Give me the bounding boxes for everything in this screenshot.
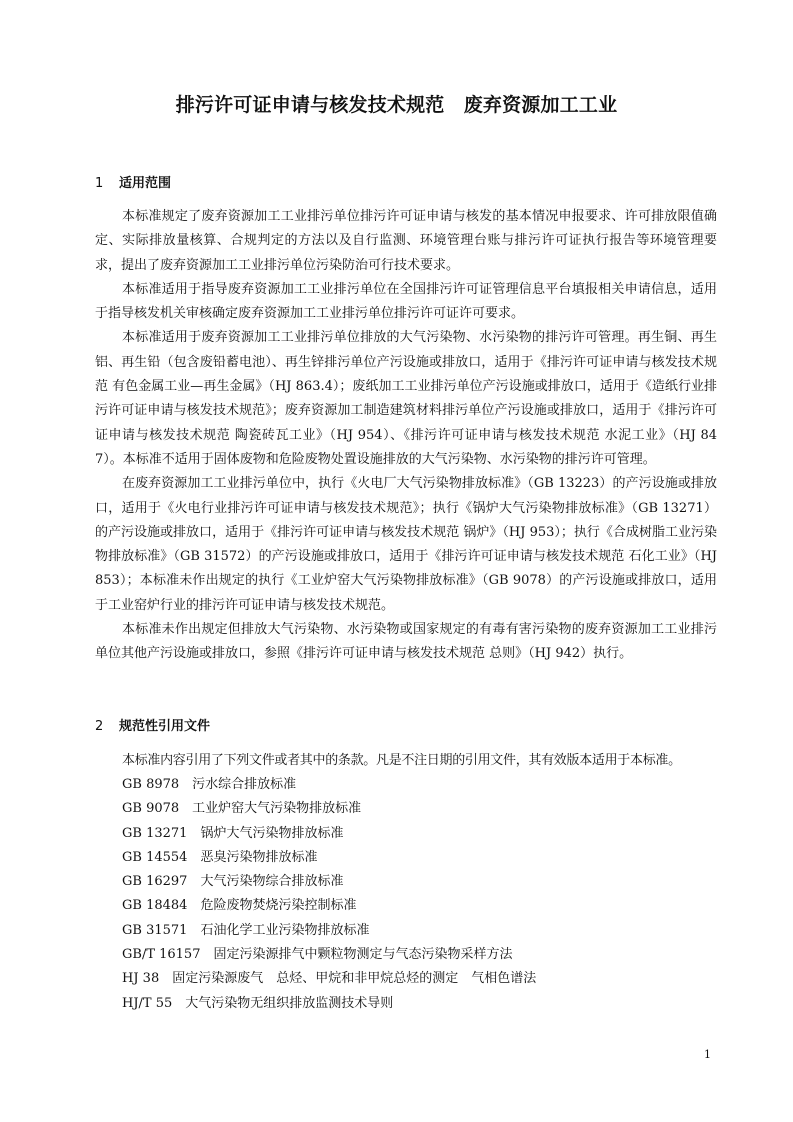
reference-item	[122, 992, 722, 1016]
section-2-heading	[95, 715, 210, 734]
paragraph: 本标准未作出规定但排放大气污染物、水污染物或国家规定的有毒有害污染物的废弃资源加工工业排污单位其他产污设施或排放口，参照《排污许可证申请与核发技术规范 总则》（HJ 942）执行。	[95, 622, 717, 662]
reference-item	[122, 894, 722, 918]
reference-code: HJ 38	[122, 971, 160, 987]
reference-item	[122, 943, 722, 967]
paragraph: 在废弃资源加工工业排污单位中，执行《火电厂大气污染物排放标准》（GB 13223）的产污设施或排放口，适用于《火电行业排污许可证申请与核发技术规范》；执行《锅炉大气污染物排放标准》（GB 13271）的产污设施或排放口，适用于《排污许可证申请与核发技术规范 锅炉》（HJ 953）；执行《合成树脂工业污染物排放标准》（GB 31572）的产污设施或排放口，适用于《排污许可证申请与核发技术规范 石化工业》（HJ 853）；本标准未作出规定的执行《工业炉窑大气污染物排放标准》（GB 9078）的产污设施或排放口，适用于工业窑炉行业的排污许可证申请与核发技术规范。	[95, 476, 717, 613]
reference-title: 工业炉窑大气污染物排放标准	[192, 801, 362, 817]
reference-item	[122, 797, 722, 821]
reference-code: GB 9078	[122, 801, 180, 817]
reference-code: GB 13271	[122, 825, 188, 841]
reference-item	[122, 822, 722, 846]
reference-title: 大气污染物无组织排放监测技术导则	[185, 995, 394, 1011]
reference-code: GB 8978	[122, 777, 180, 792]
reference-code: GB 16297	[122, 874, 188, 890]
reference-item	[122, 967, 722, 991]
reference-title: 大气污染物综合排放标准	[200, 874, 344, 890]
reference-list	[122, 773, 722, 1016]
paragraph: 本标准规定了废弃资源加工工业排污单位排污许可证申请与核发的基本情况申报要求、许可排放限值确定、实际排放量核算、合规判定的方法以及自行监测、环境管理台账与排污许可证执行报告等环境管理要求，提出了废弃资源加工工业排污单位污染防治可行技术要求。	[95, 209, 717, 273]
section-2-intro: 本标准内容引用了下列文件或者其中的条款。凡是不注日期的引用文件，其有效版本适用于本标准。	[122, 753, 681, 768]
section-1-heading	[95, 172, 171, 191]
section-2-number: 2	[95, 719, 104, 734]
page-number: 1	[704, 1048, 711, 1061]
section-1-title: 适用范围	[119, 176, 172, 191]
reference-title: 恶臭污染物排放标准	[200, 849, 318, 865]
reference-item	[122, 870, 722, 894]
reference-title: 固定污染源废气 总烃、甲烷和非甲烷总烃的测定 气相色谱法	[172, 971, 537, 987]
paragraph: 本标准适用于废弃资源加工工业排污单位排放的大气污染物、水污染物的排污许可管理。再生铜、再生铝、再生铅（包含废铅蓄电池）、再生锌排污单位产污设施或排放口，适用于《排污许可证申请与核发技术规范 有色金属工业—再生金属》（HJ 863.4）；废纸加工工业排污单位产污设施或排放口，适用于《造纸行业排污许可证申请与核发技术规范》；废弃资源加工制造建筑材料排污单位产污设施或排放口，适用于《排污许可证申请与核发技术规范 陶瓷砖瓦工业》（HJ 954）、《排污许可证申请与核发技术规范 水泥工业》（HJ 847）。本标准不适用于固体废物和危险废物处置设施排放的大气污染物、水污染物的排污许可管理。	[95, 330, 717, 467]
section-2-title: 规范性引用文件	[119, 719, 211, 734]
reference-code: GB/T 16157	[122, 947, 201, 963]
section-1-number: 1	[95, 176, 104, 191]
reference-item	[122, 919, 722, 943]
reference-code: HJ/T 55	[122, 995, 173, 1011]
reference-item	[122, 846, 722, 870]
reference-code: GB 31571	[122, 922, 188, 938]
section-1-body	[95, 205, 717, 667]
reference-title: 石油化学工业污染物排放标准	[200, 922, 370, 938]
reference-item	[122, 773, 722, 797]
page-title: 排污许可证申请与核发技术规范 废弃资源加工工业	[175, 94, 618, 116]
reference-title: 固定污染源排气中颗粒物测定与气态污染物采样方法	[213, 947, 513, 963]
reference-code: GB 18484	[122, 898, 188, 914]
reference-title: 锅炉大气污染物排放标准	[200, 825, 344, 841]
paragraph: 本标准适用于指导废弃资源加工工业排污单位在全国排污许可证管理信息平台填报相关申请信息，适用于指导核发机关审核确定废弃资源加工工业排污单位排污许可证许可要求。	[95, 281, 717, 322]
reference-title: 污水综合排放标准	[192, 777, 297, 792]
reference-title: 危险废物焚烧污染控制标准	[200, 898, 357, 914]
reference-code: GB 14554	[122, 849, 188, 865]
